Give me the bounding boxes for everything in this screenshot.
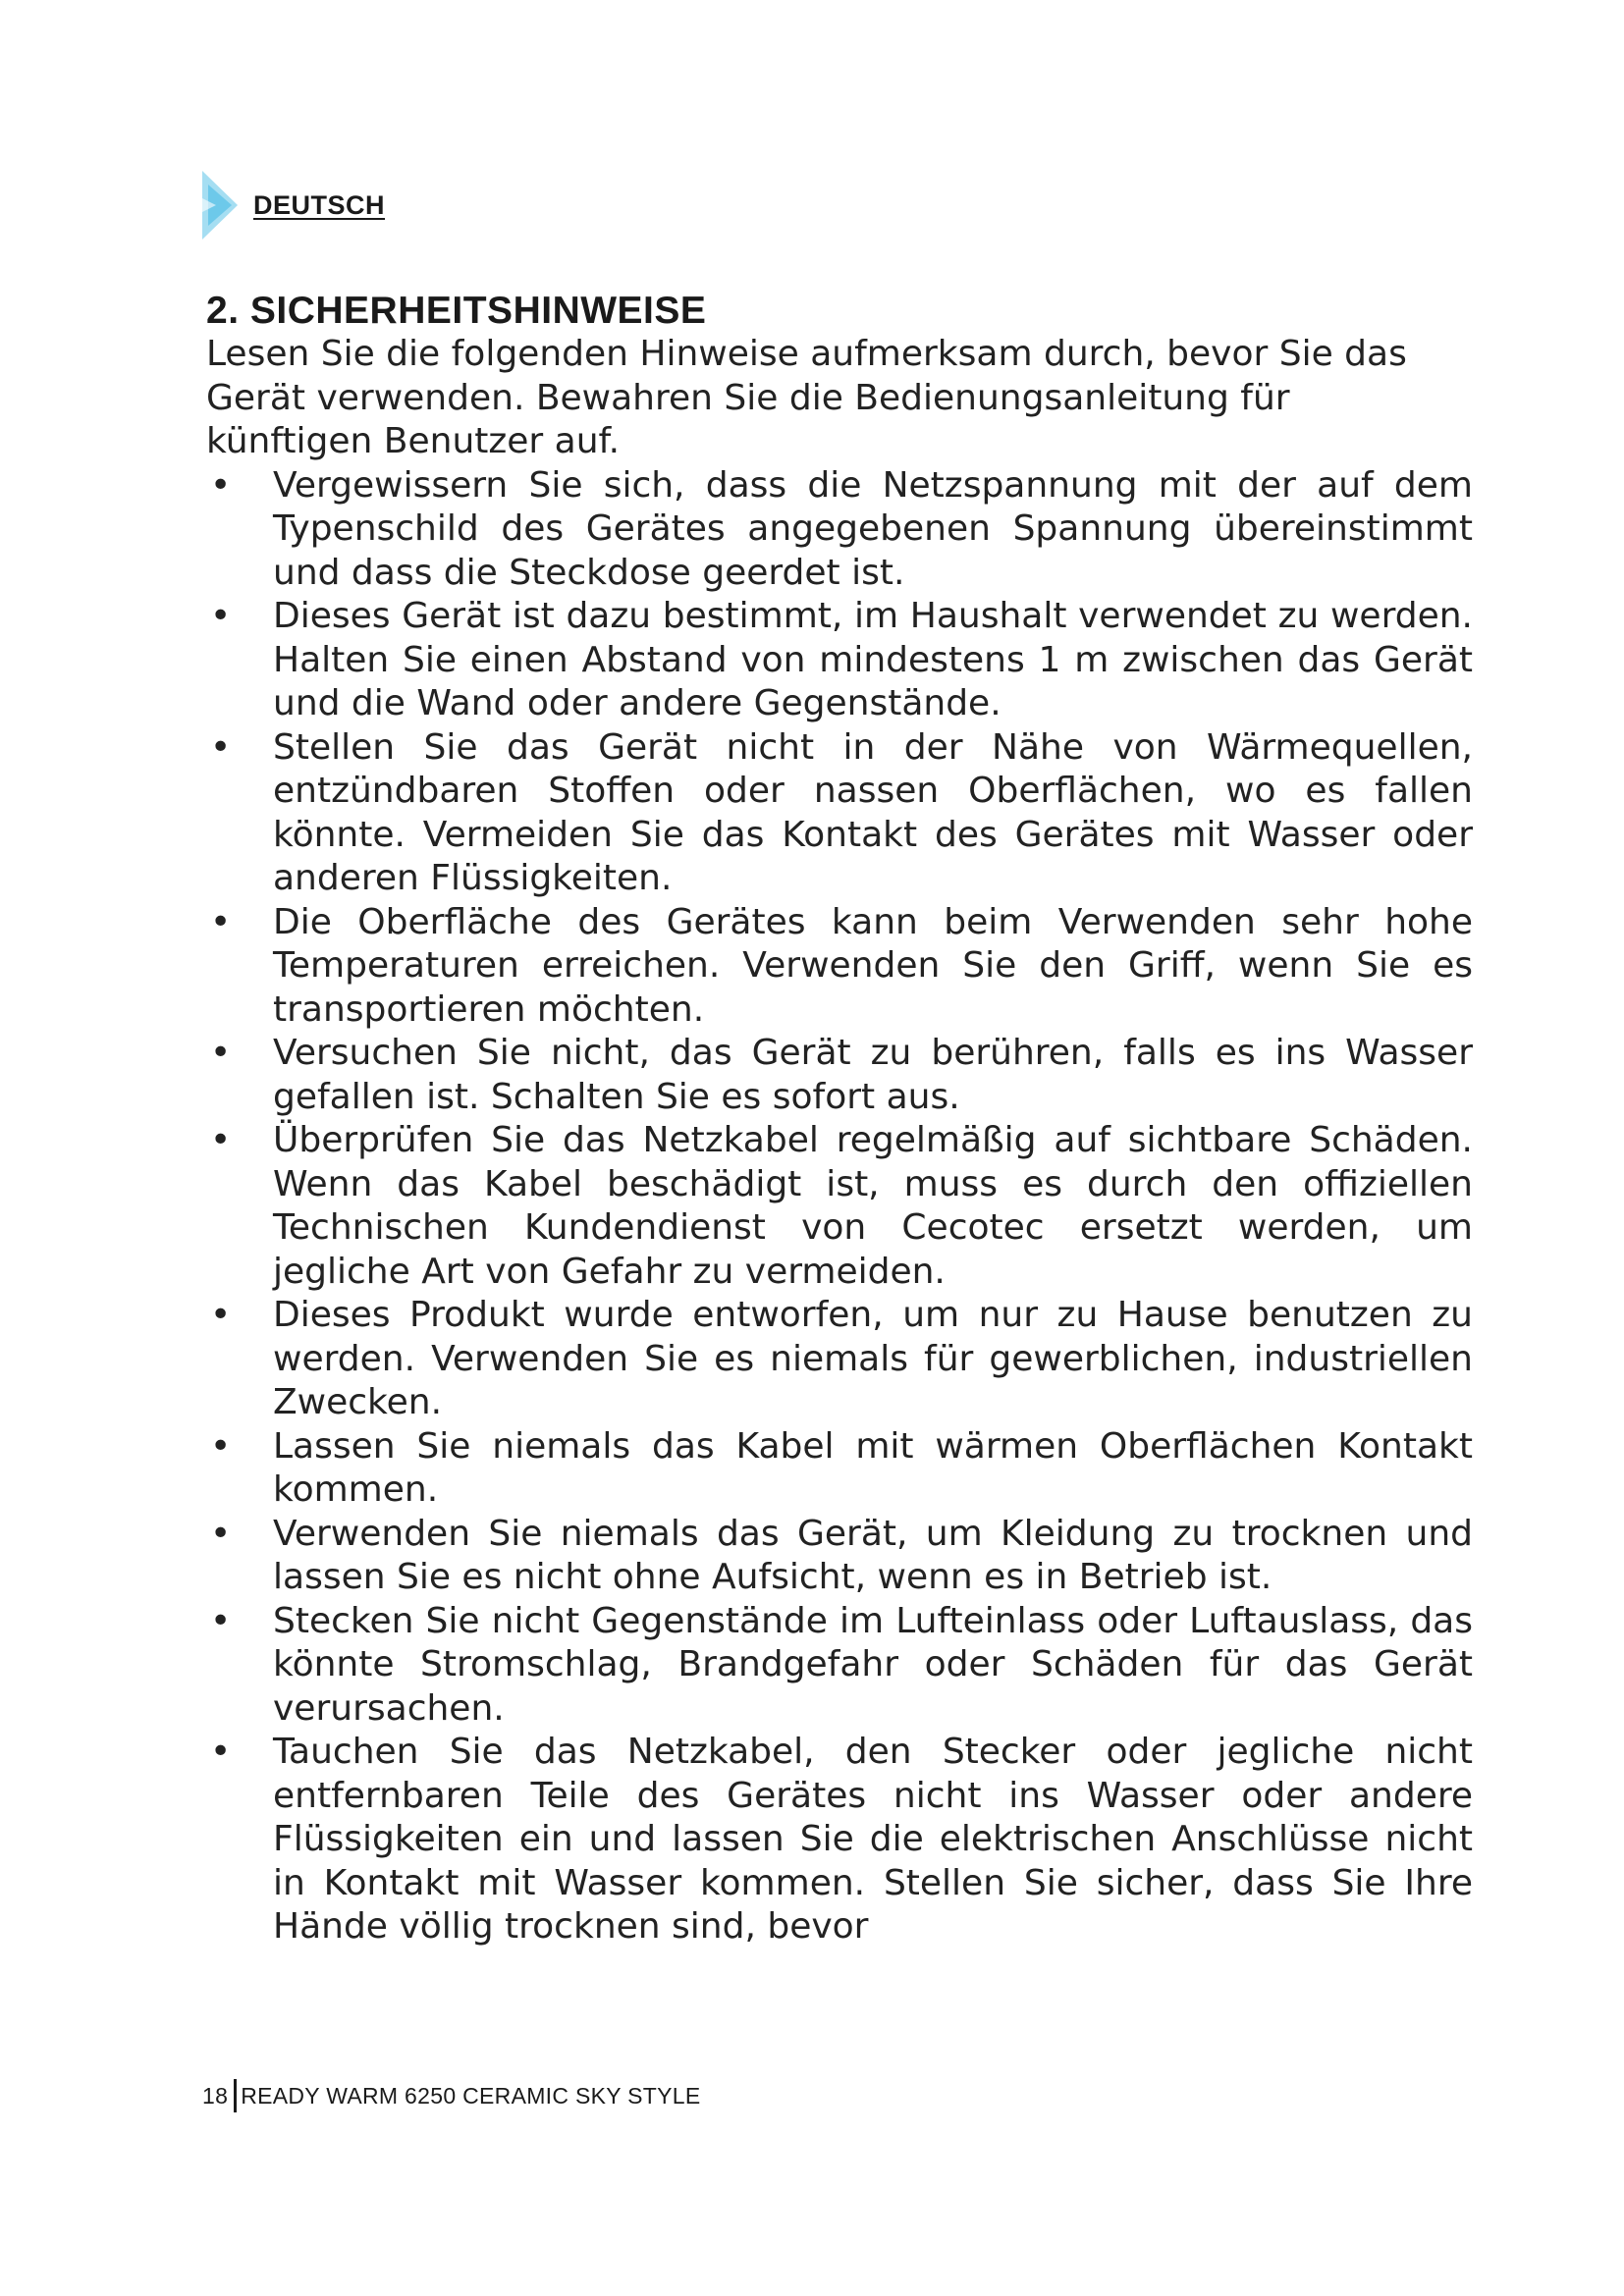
list-item [206, 464, 1473, 596]
bullet-icon: • [210, 1425, 232, 1467]
list-item-text: Die Oberfläche des Gerätes kann beim Verwenden sehr hohe Temperaturen erreichen. Verwenden Sie den Griff, wenn Sie es transportieren möchten. [273, 901, 1473, 1030]
list-item-text: Tauchen Sie das Netzkabel, den Stecker oder jegliche nicht entfernbaren Teile des Gerätes nicht ins Wasser oder andere Flüssigkeiten ein und lassen Sie die elektrischen Anschlüsse nicht in Kontakt mit Wasser kommen. Stellen Sie sicher, dass Sie Ihre Hände völlig trocknen sind, bevor [273, 1732, 1473, 1947]
list-item [206, 1032, 1473, 1119]
list-item-text: Dieses Produkt wurde entworfen, um nur zu Hause benutzen zu werden. Verwenden Sie es niemals für gewerblichen, industriellen Zwecken. [273, 1295, 1473, 1422]
page-number: 18 [202, 2082, 229, 2109]
list-item-text: Vergewissern Sie sich, dass die Netzspannung mit der auf dem Typenschild des Gerätes angegebenen Spannung übereinstimmt und dass die Steckdose geerdet ist. [273, 464, 1473, 593]
list-item-text: Überprüfen Sie das Netzkabel regelmäßig auf sichtbare Schäden. Wenn das Kabel beschädigt ist, muss es durch den offiziellen Technischen Kundendienst von Cecotec ersetzt werden, um jegliche Art von Gefahr zu vermeiden. [273, 1120, 1473, 1292]
list-item [206, 901, 1473, 1033]
list-item [206, 726, 1473, 901]
list-item-text: Versuchen Sie nicht, das Gerät zu berühren, falls es ins Wasser gefallen ist. Schalten Sie es sofort aus. [273, 1033, 1473, 1117]
language-label: DEUTSCH [253, 189, 386, 220]
list-item-text: Dieses Gerät ist dazu bestimmt, im Haushalt verwendet zu werden. Halten Sie einen Abstand von mindestens 1 m zwischen das Gerät und die Wand oder andere Gegenstände. [273, 596, 1473, 723]
brand-arrow-icon [202, 171, 238, 240]
bullet-icon: • [210, 1732, 232, 1772]
bullet-icon: • [210, 726, 232, 768]
list-item-text: Stellen Sie das Gerät nicht in der Nähe von Wärmequellen, entzündbaren Stoffen oder nassen Oberflächen, wo es fallen könnte. Vermeiden Sie das Kontakt des Gerätes mit Wasser oder anderen Flüssigkeiten. [273, 726, 1473, 898]
bullet-icon: • [210, 596, 232, 636]
bullet-icon: • [210, 1513, 232, 1554]
list-item [206, 1119, 1473, 1294]
list-item [206, 1294, 1473, 1425]
product-name: READY WARM 6250 CERAMIC SKY STYLE [241, 2082, 701, 2109]
list-item-text: Verwenden Sie niemals das Gerät, um Kleidung zu trocknen und lassen Sie es nicht ohne Aufsicht, wenn es in Betrieb ist. [273, 1513, 1473, 1597]
list-item-text: Lassen Sie niemals das Kabel mit wärmen Oberflächen Kontakt kommen. [273, 1425, 1473, 1510]
page-header [202, 169, 385, 241]
bullet-icon: • [210, 464, 232, 506]
safety-list [206, 464, 1473, 1949]
list-item [206, 1513, 1473, 1600]
intro-paragraph: Lesen Sie die folgenden Hinweise aufmerksam durch, bevor Sie das Gerät verwenden. Bewahren Sie die Bedienungsanleitung für künftigen Benutzer auf. [206, 334, 1407, 461]
bullet-icon: • [210, 1600, 232, 1641]
list-item [206, 1425, 1473, 1513]
bullet-icon: • [210, 1295, 232, 1335]
list-item [206, 1731, 1473, 1949]
bullet-icon: • [210, 1120, 232, 1160]
main-content [206, 290, 1473, 1949]
list-item [206, 595, 1473, 726]
list-item-text: Stecken Sie nicht Gegenstände im Lufteinlass oder Luftauslass, das könnte Stromschlag, Brandgefahr oder Schäden für das Gerät verursachen. [273, 1600, 1473, 1729]
page-footer [202, 2079, 701, 2112]
bullet-icon: • [210, 901, 232, 942]
footer-divider [234, 2079, 237, 2112]
list-item [206, 1600, 1473, 1732]
bullet-icon: • [210, 1033, 232, 1073]
section-title: 2. SICHERHEITSHINWEISE [206, 290, 707, 332]
